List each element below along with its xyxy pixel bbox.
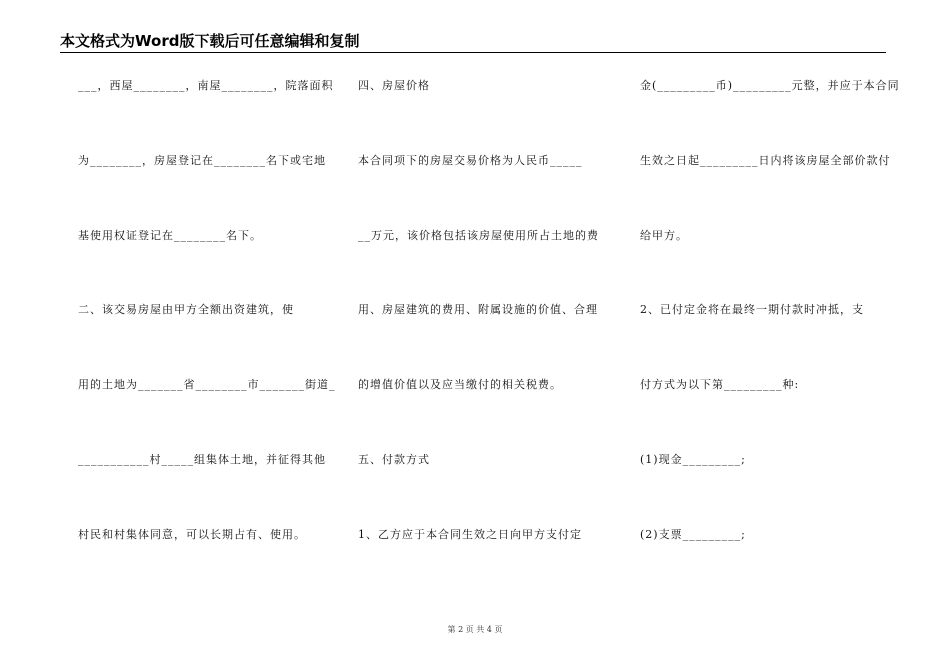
text-line: 金(_________币)_________元整，并应于本合同 (640, 79, 900, 92)
text-line: 用的土地为_______省________市_______街道_ (78, 378, 336, 391)
text-line: ___________村_____组集体土地，并征得其他 (78, 453, 326, 466)
text-line: 1、乙方应于本合同生效之日向甲方支付定 (358, 528, 582, 541)
page-number-footer: 第 2 页 共 4 页 (447, 625, 503, 634)
section-heading-price: 四、房屋价格 (358, 79, 430, 92)
document-header-title: 本文格式为Word版下载后可任意编辑和复制 (60, 32, 360, 50)
text-line: __万元，该价格包括该房屋使用所占土地的费 (358, 229, 599, 242)
text-line: 给甲方。 (640, 229, 688, 242)
text-line: 2、已付定金将在最终一期付款时冲抵，支 (640, 303, 864, 316)
payment-option-cash: (1)现金_________; (640, 453, 746, 466)
text-line: 二、该交易房屋由甲方全额出资建筑，使 (78, 303, 294, 316)
section-heading-payment: 五、付款方式 (358, 453, 430, 466)
text-line: 生效之日起_________日内将该房屋全部价款付 (640, 154, 891, 167)
text-column-2 (358, 0, 608, 672)
text-column-3 (640, 0, 900, 672)
text-line: 为________，房屋登记在________名下或宅地 (78, 154, 326, 167)
text-line: ___，西屋________，南屋________，院落面积 (78, 79, 334, 92)
text-line: 付方式为以下第_________种: (640, 378, 800, 391)
text-line: 本合同项下的房屋交易价格为人民币_____ (358, 154, 583, 167)
text-line: 基使用权证登记在________名下。 (78, 229, 262, 242)
payment-option-check: (2)支票_________; (640, 528, 746, 541)
text-column-1 (78, 0, 336, 672)
text-line: 用、房屋建筑的费用、附属设施的价值、合理 (358, 303, 598, 316)
text-line: 的增值价值以及应当缴付的相关税费。 (358, 378, 562, 391)
text-line: 村民和村集体同意，可以长期占有、使用。 (78, 528, 306, 541)
